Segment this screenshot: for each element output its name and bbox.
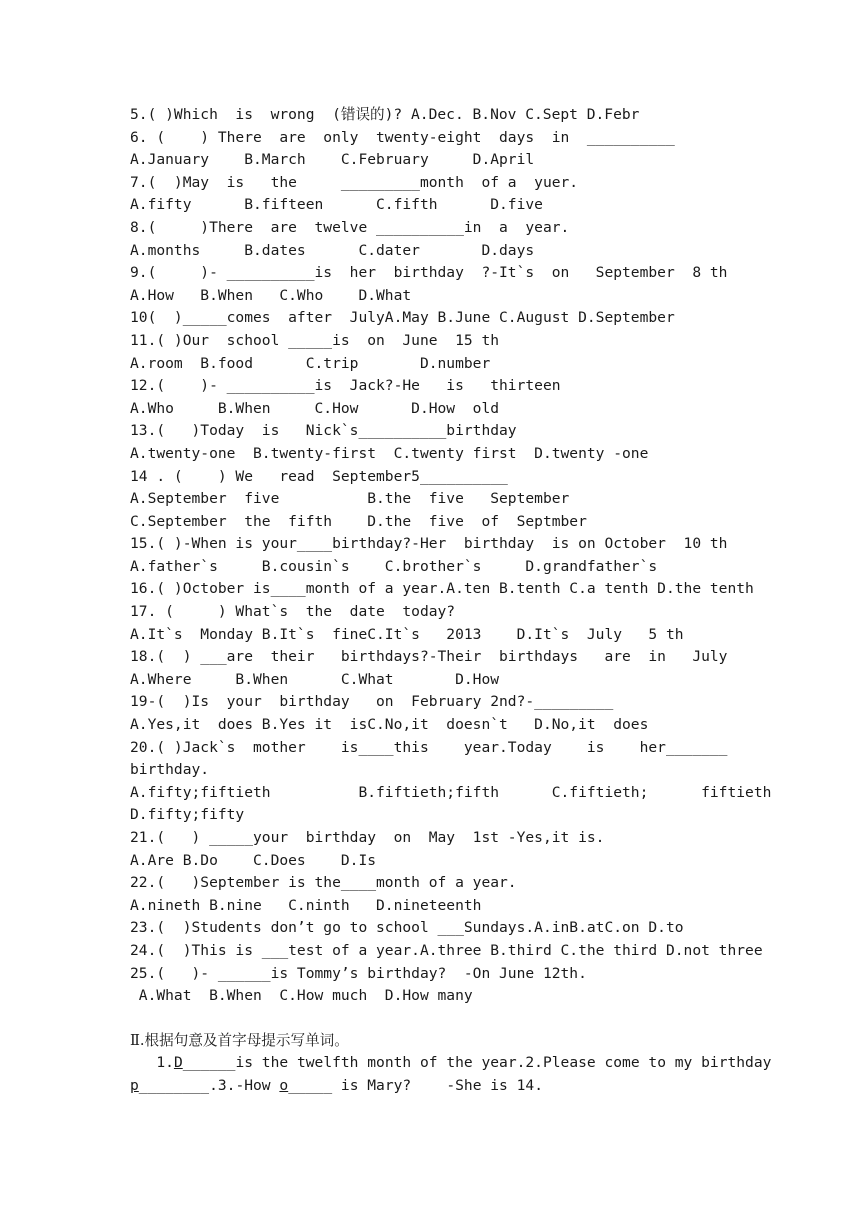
options-line: A.Yes,it does B.Yes it isC.No,it doesn`t D.No,it does xyxy=(130,716,649,734)
fill-in-line xyxy=(130,1075,730,1098)
question-line: 11.( )Our school _____is on June 15 th xyxy=(130,331,500,349)
question-line: 14 . ( ) We read September5__________ xyxy=(130,467,508,485)
question-line: 23.( )Students don’t go to school ___Sundays.A.inB.atC.on D.to xyxy=(130,919,684,937)
blank: _____ xyxy=(288,1076,333,1094)
fill-in-line xyxy=(130,1052,772,1075)
question-line: 16.( )October is____month of a year.A.ten B.tenth C.a tenth D.the tenth xyxy=(130,580,754,598)
options-line: A.September five B.the five September xyxy=(130,490,570,508)
options-line: A.father`s B.cousin`s C.brother`s D.grandfather`s xyxy=(130,557,658,575)
question-line: 22.( )September is the____month of a year. xyxy=(130,874,517,892)
question-line: 10( )_____comes after JulyA.May B.June C.August D.September xyxy=(130,309,675,327)
question-line: 6. ( ) There are only twenty-eight days in __________ xyxy=(130,128,675,146)
question-line-continued: birthday. xyxy=(130,761,210,779)
fill-in-text: is the twelfth month of the year.2.Please come to my birthday xyxy=(235,1054,772,1072)
options-line: A.What B.When C.How much D.How many xyxy=(130,987,473,1005)
options-line: A.Who B.When C.How D.How old xyxy=(130,399,500,417)
question-line: 15.( )-When is your____birthday?-Her birthday is on October 10 th xyxy=(130,535,728,553)
blank: ______ xyxy=(182,1054,236,1072)
options-line: A.room B.food C.trip D.number xyxy=(130,354,491,372)
options-line: A.twenty-one B.twenty-first C.twenty first D.twenty -one xyxy=(130,444,649,462)
options-line: A.fifty B.fifteen C.fifth D.five xyxy=(130,196,543,214)
options-line: D.fifty;fifty xyxy=(130,806,245,824)
fill-in-text: .3.-How xyxy=(209,1076,280,1094)
options-line: A.fifty;fiftieth B.fiftieth;fifth C.fiftieth; fiftieth xyxy=(130,783,772,801)
worksheet xyxy=(130,104,772,1098)
question-line: 18.( ) ___are their birthdays?-Their birthdays are in July xyxy=(130,648,728,666)
question-line: 5.( )Which is wrong (错误的)? A.Dec. B.Nov C.Sept D.Febr xyxy=(130,106,640,123)
options-line: A.It`s Monday B.It`s fineC.It`s 2013 D.It`s July 5 th xyxy=(130,625,684,643)
options-line: A.How B.When C.Who D.What xyxy=(130,286,412,304)
hint-letter: p xyxy=(130,1076,139,1094)
question-line: 9.( )- __________is her birthday ?-It`s on September 8 th xyxy=(130,264,728,282)
question-line: 12.( )- __________is Jack?-He is thirteen xyxy=(130,377,561,395)
fill-in-text: is Mary? -She is 14. xyxy=(332,1076,543,1094)
question-line: 7.( )May is the _________month of a yuer. xyxy=(130,173,579,191)
question-line: 21.( ) _____your birthday on May 1st -Yes,it is. xyxy=(130,829,605,846)
options-line: A.months B.dates C.dater D.days xyxy=(130,241,535,259)
blank: ________ xyxy=(138,1076,210,1094)
options-line: A.January B.March C.February D.April xyxy=(130,151,535,169)
options-line: C.September the fifth D.the five of Septmber xyxy=(130,512,587,530)
hint-letter: D xyxy=(173,1054,183,1072)
question-line: 25.( )- ______is Tommy’s birthday? -On June 12th. xyxy=(130,964,587,982)
question-line: 24.( )This is ___test of a year.A.three B.third C.the third D.not three xyxy=(130,941,763,959)
section-title: Ⅱ.根据句意及首字母提示写单词。 xyxy=(130,1031,349,1049)
options-line: A.nineth B.nine C.ninth D.nineteenth xyxy=(130,896,482,914)
options-line: A.Are B.Do C.Does D.Is xyxy=(130,851,377,869)
question-line: 20.( )Jack`s mother is____this year.Today is her_______ xyxy=(130,738,728,756)
question-line: 8.( )There are twelve __________in a year. xyxy=(130,218,570,236)
question-line: 17. ( ) What`s the date today? xyxy=(130,603,456,621)
options-line: A.Where B.When C.What D.How xyxy=(130,670,500,688)
hint-letter: o xyxy=(279,1076,289,1094)
question-line: 13.( )Today is Nick`s__________birthday xyxy=(130,422,517,440)
question-line: 19-( )Is your birthday on February 2nd?-_________ xyxy=(130,693,614,711)
fill-in-text: 1. xyxy=(130,1054,174,1072)
